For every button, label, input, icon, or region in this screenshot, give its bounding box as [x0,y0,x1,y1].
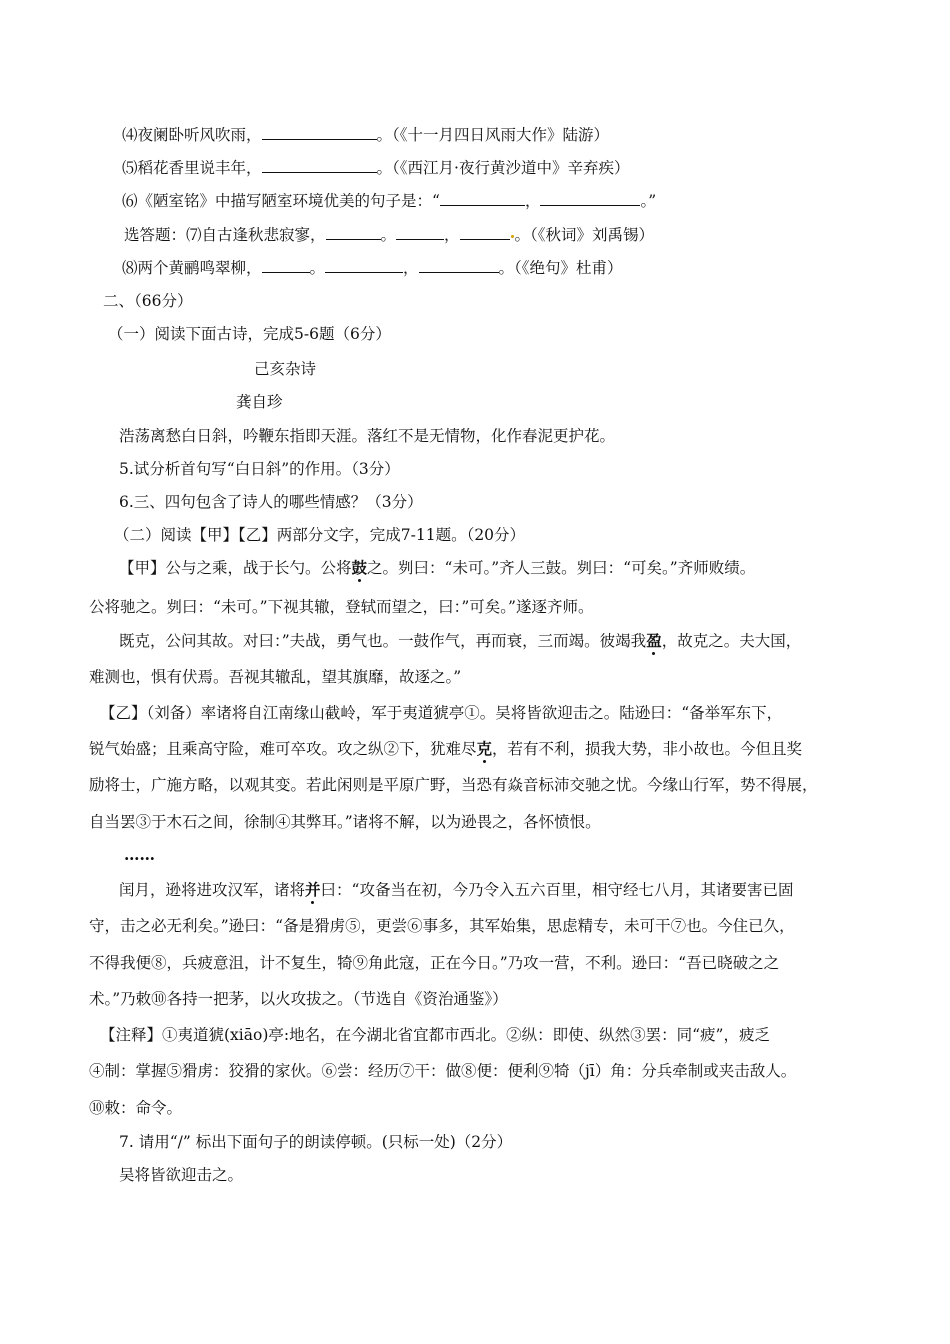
recite-q8 [122,257,623,279]
answer-blank[interactable] [325,258,403,273]
text-run: ，故克之。夫大国， [661,632,802,650]
text-run: ，若有不利，损我大势，非小故也。今但且奖 [492,740,803,758]
text-run: 闰月，逊将进攻汉军，诸将 [119,881,306,899]
text-run: 之。刿曰：“未可。”齐人三鼓。刿曰：“可矣。”齐师败绩。 [367,559,756,577]
dotted-char: 克 [476,739,493,758]
answer-blank[interactable] [262,258,310,273]
recite-q8-prompt: ⑻两个黄鹂鸣翠柳， [122,259,262,277]
answer-blank[interactable] [262,158,377,173]
recite-q6-sep: ， [524,192,541,210]
text-run: 锐气始盛；且乘高守险，难可卒攻。攻之纵②下，犹难尽 [89,740,477,758]
question-7-sentence: 吴将皆欲迎击之。 [119,1166,244,1184]
part-two-heading: （二）阅读【甲】【乙】两部分文字，完成7-11题。（20分） [114,526,526,544]
recite-q8-sep1: 。 [309,259,326,277]
poem-title: 己亥杂诗 [254,360,317,378]
answer-blank[interactable] [396,225,444,240]
recite-q6 [122,190,656,212]
passage-yi-line-8: 术。”乃敕⑩各持一把茅，以火攻拔之。（节选自《资治通鉴》） [89,990,508,1008]
poem-author: 龚自珍 [236,393,283,411]
question-6: 6.三、四句包含了诗人的哪些情感？（3分） [119,493,423,511]
recite-q7-sep1: 。 [380,226,397,244]
question-7: 7. 请用“/” 标出下面句子的朗读停顿。(只标一处)（2分） [119,1133,513,1151]
passage-yi-line-3: 励将士，广施方略，以观其变。若此闲则是平原广野，当恐有焱音标沛交驰之忧。今缘山行军，势不得展， [89,776,818,794]
passage-yi-line-7: 不得我便⑧，兵疲意沮，计不复生，犄⑨角此寇，正在今日。”乃攻一营，不利。逊曰：“吾已晓破之之 [89,954,780,972]
recite-q7-source: 。（《秋词》刘禹锡） [514,226,655,244]
dotted-char: 并 [305,880,321,899]
dotted-char: 鼓 [351,558,368,577]
passage-jia-line-3 [119,630,801,652]
answer-blank[interactable] [419,258,499,273]
passage-yi-line-2 [89,738,802,760]
text-run: 曰：“攻备当在初，今乃令入五六百里，相守经七八月，其诸要害已固 [320,881,794,899]
answer-blank[interactable] [440,191,525,206]
answer-blank[interactable] [262,125,377,140]
passage-yi-line-1: 【乙】（刘备）率诸将自江南缘山截岭，军于夷道猇亭①。吴将皆欲迎击之。陆逊曰：“备举军东下， [100,704,783,722]
ellipsis: …… [124,845,155,864]
recite-q7 [124,224,654,246]
text-run: 既克，公问其故。对曰：”夫战，勇气也。一鼓作气，再而衰，三而竭。彼竭我 [119,632,647,650]
question-5: 5.试分析首句写“白日斜”的作用。（3分） [119,460,400,478]
notes-line-1: 【注释】①夷道猇(xiāo)亭:地名，在今湖北省宜都市西北。②纵：即使、纵然③罢：同“疲”，疲乏 [100,1026,770,1044]
recite-q5-prompt: ⑸稻花香里说丰年， [122,159,262,177]
dotted-char: 盈 [646,631,662,650]
passage-yi-line-5 [119,879,793,901]
recite-q5 [122,157,629,179]
recite-q6-end: 。” [640,192,657,210]
notes-line-3: ⑩敕：命令。 [89,1099,183,1117]
section-heading: 二、（66分） [103,292,193,310]
passage-yi-line-4: 自当罢③于木石之间，徐制④其弊耳。”诸将不解，以为逊畏之，各怀愤恨。 [89,813,601,831]
passage-jia-line-2: 公将驰之。刿曰：“未可。”下视其辙，登轼而望之，曰：”可矣。”遂逐齐师。 [89,598,594,616]
recite-q6-prompt: ⑹《陋室铭》中描写陋室环境优美的句子是：“ [122,192,440,210]
part-one-heading: （一）阅读下面古诗，完成5-6题（6分） [108,325,391,343]
highlight-mark [511,235,514,238]
passage-jia-line-1 [119,557,755,579]
recite-q4-source: 。（《十一月四日风雨大作》陆游） [376,126,610,144]
recite-q4-prompt: ⑷夜阑卧听风吹雨， [122,126,262,144]
poem-text: 浩荡离愁白日斜，吟鞭东指即天涯。落红不是无情物，化作春泥更护花。 [119,427,616,445]
answer-blank[interactable] [326,225,381,240]
recite-q8-sep2: ， [403,259,419,277]
recite-q4 [122,124,609,146]
text-run: 【甲】公与之乘，战于长勺。公将 [119,559,352,577]
recite-q5-source: 。（《西江月·夜行黄沙道中》辛弃疾） [376,159,630,177]
passage-yi-line-6: 守，击之必无利矣。”逊曰：“备是猾虏⑤，更尝⑥事多，其军始集，思虑精专，未可干⑦也。今住已久， [89,917,795,935]
recite-q7-prompt: 选答题：⑺自古逢秋悲寂寥， [124,226,326,244]
recite-q8-source: 。（《绝句》杜甫） [498,259,623,277]
answer-blank[interactable] [540,191,640,206]
notes-line-2: ④制：掌握⑤猾虏：狡猾的家伙。⑥尝：经历⑦干：做⑧便：便利⑨犄（jī）角：分兵牵制或夹击敌人。 [89,1062,797,1080]
answer-blank[interactable] [460,225,510,240]
recite-q7-sep2: ， [444,226,460,244]
passage-jia-line-4: 难测也，惧有伏焉。吾视其辙乱，望其旗靡，故逐之。” [89,668,462,686]
